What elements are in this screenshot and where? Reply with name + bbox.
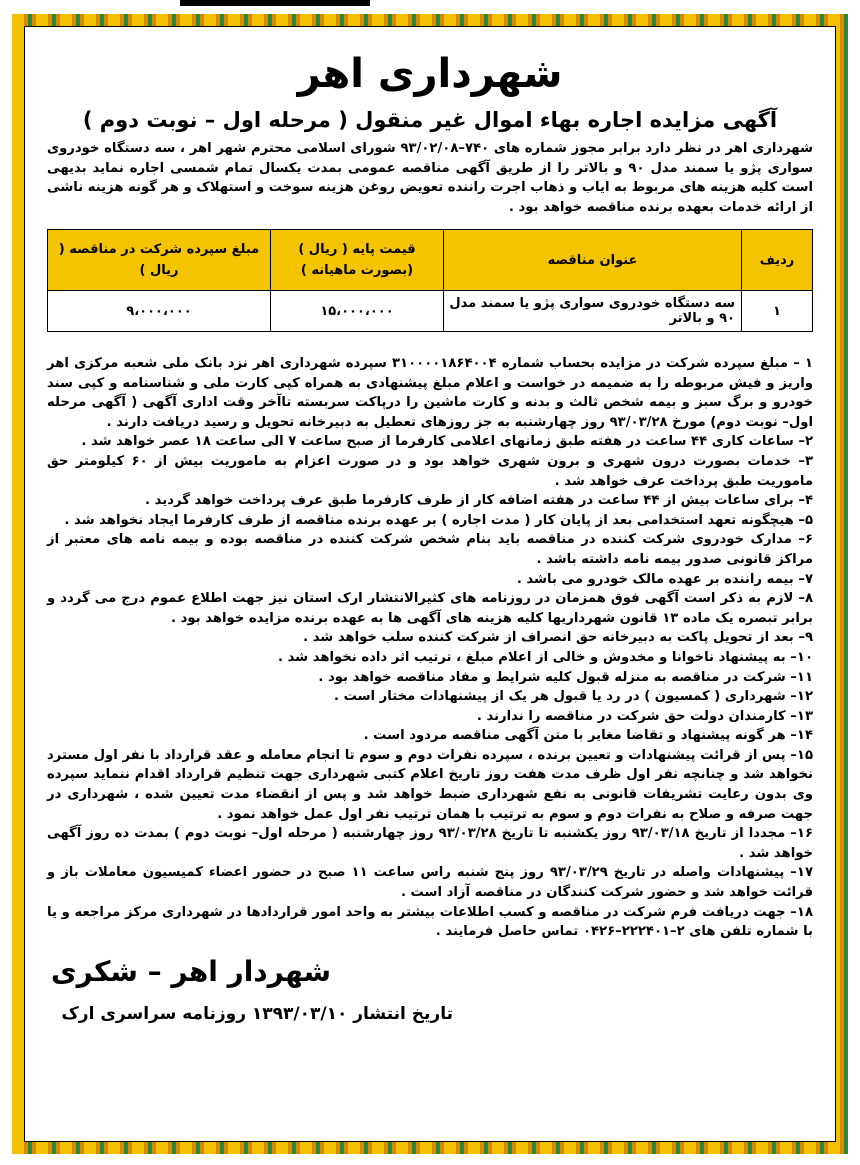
header-base-price: قیمت پایه ( ریال ) (بصورت ماهیانه ): [271, 230, 444, 291]
top-edge-mark: [180, 0, 370, 6]
publication-date: تاریخ انتشار ۱۳۹۳/۰۳/۱۰ روزنامه سراسری ارک: [61, 1003, 453, 1024]
condition-item: ۴– برای ساعات بیش از ۴۴ ساعت در هفته اضافه کار از طرف کارفرما طبق عرف پرداخت خواهد گردید .: [145, 493, 813, 509]
condition-item: ۱۸– جهت دریافت فرم شرکت در مناقصه و کسب اطلاعات بیشتر به واحد امور قراردادها در شهرداری مرکز مراجعه و یا با شماره تلفن های ۲–۲۲۲۴۰۱–۰۴۲۶ تماس حاصل فرمایند .: [47, 904, 813, 940]
condition-item: ۳– خدمات بصورت درون شهری و برون شهری خواهد بود و در صورت اعزام به ماموریت بیش از ۶۰ کیلومتر حق ماموریت طبق پرداخت عرف خواهد شد .: [47, 453, 813, 489]
header-row-number: ردیف: [742, 230, 813, 291]
condition-item: ۹– بعد از تحویل پاکت به دبیرخانه حق انصراف از شرکت کننده سلب خواهد شد .: [303, 630, 813, 646]
condition-item: ۶– مدارک خودروی شرکت کننده در مناقصه باید بنام شخص شرکت کننده در مناقصه بوده و بیمه نامه های معتبر از مراکز قانونی صدور بیمه نامه داشته باشد .: [47, 532, 813, 567]
condition-item: ۱۰– به پیشنهاد ناخوانا و مخدوش و خالی از اعلام مبلغ ، ترتیب اثر داده نخواهد شد .: [277, 649, 813, 665]
header-deposit: مبلغ سپرده شرکت در مناقصه ( ریال ): [48, 230, 271, 291]
decorative-border: [12, 14, 848, 1154]
cell-row-number: ۱: [742, 291, 813, 332]
table-header-row: [48, 230, 813, 291]
condition-item: ۱۲– شهرداری ( کمسیون ) در رد یا قبول هر یک از پیشنهادات مختار است .: [334, 689, 813, 705]
condition-item: ۲– ساعات کاری ۴۴ ساعت در هفته طبق زمانهای اعلامی کارفرما از صبح ساعت ۷ الی ساعت ۱۸ عصر خواهد شد .: [81, 434, 813, 450]
condition-item: ۱۶– مجددا از تاریخ ۹۳/۰۳/۱۸ روز یکشنبه تا تاریخ ۹۳/۰۳/۲۸ روز چهارشنبه ( مرحله اول– نوبت دوم ) بمدت ده روز آگهی خواهد شد .: [47, 826, 813, 861]
condition-item: ۱۱– شرکت در مناقصه به منزله قبول کلیه شرایط و مفاد مناقصه خواهد بود .: [318, 669, 813, 685]
conditions-list: [47, 354, 813, 942]
condition-item: ۱۷– پیشنهادات واصله در تاریخ ۹۳/۰۳/۲۹ روز پنج شنبه راس ساعت ۱۱ صبح در حضور اعضاء کمیسیون معاملات باز و قرائت خواهد شد و حضور شرکت کنندگان در مناقصه آزاد است .: [47, 865, 814, 901]
notice-body: [24, 26, 836, 1142]
notice-subtitle: آگهی مزایده اجاره بهاء اموال غیر منقول ( مرحله اول – نوبت دوم ): [82, 108, 778, 132]
condition-item: ۸– لازم به ذکر است آگهی فوق همزمان در روزنامه های کثیرالانتشار ارک استان نیز جهت اطلاع عموم درج می گردد و برابر تبصره یک ماده ۱۳ قانون شهرداریها کلیه هزینه های آگهی ها به عهده برنده مزایده خواهد بود .: [47, 591, 813, 626]
cell-base-price: ۱۵،۰۰۰،۰۰۰: [271, 291, 444, 332]
tender-table: [47, 229, 813, 332]
condition-item: ۷– بیمه راننده بر عهده مالک خودرو می باشد .: [516, 571, 813, 587]
intro-paragraph: شهرداری اهر در نظر دارد برابر مجوز شماره های ۷۴۰–۹۳/۰۲/۰۸ شورای اسلامی محترم شهر اهر ، سه دستگاه خودروی سواری پژو یا سمند مدل ۹۰ و بالاتر را از طریق آگهی مناقصه عمومی بمدت یکسال تمام شمسی اجاره نماید بدیهی است کلیه هزینه های مربوط به ایاب و ذهاب اجرت راننده تعویض روغن هزینه سوخت و استهلاک و هر گونه هزینه ناشی از ارائه خدمات بعهده برنده مناقصه خواهد بود .: [47, 141, 813, 215]
condition-item: ۱ – مبلغ سپرده شرکت در مزایده بحساب شماره ۳۱۰۰۰۰۱۸۶۴۰۰۴ سپرده شهرداری اهر نزد بانک ملی شعبه مرکزی اهر واریز و فیش مربوطه را به ضمیمه در خواست و اعلام مبلغ پیشنهادی به همراه کپی کارت ملی و شناسنامه و کپی سند خودرو و برگ سبز و بیمه شخص ثالث و بدنه و کارت ماشین را درپاکت سربسته تاآخر وقت اداری آگهی ( آگهی مرحله اول– نوبت دوم) مورخ ۹۳/۰۳/۲۸ روز چهارشنبه به جز روزهای تعطیل به دبیرخانه تحویل و رسید دریافت دارند .: [47, 356, 813, 430]
cell-deposit: ۹،۰۰۰،۰۰۰: [48, 291, 271, 332]
condition-item: ۵– هیچگونه تعهد استخدامی بعد از پایان کار ( مدت اجاره ) بر عهده برنده مناقصه از طرف کارفرما ایجاد نخواهد شد .: [64, 512, 813, 528]
condition-item: ۱۳– کارمندان دولت حق شرکت در مناقصه را ندارند .: [476, 708, 813, 724]
header-tender-title: عنوان مناقصه: [444, 230, 742, 291]
condition-item: ۱۴– هر گونه پیشنهاد و تقاضا مغایر با متن آگهی مناقصه مردود است .: [363, 728, 813, 744]
mayor-signature: شهردار اهر – شکری: [51, 954, 332, 988]
condition-item: ۱۵– پس از قرائت پیشنهادات و تعیین برنده ، سپرده نفرات دوم و سوم تا انجام معامله و عقد قرارداد با نفر اول مسترد نخواهد شد و چنانچه نفر اول ظرف مدت هفت روز تاریخ اعلام کتبی شهرداری جهت تنظیم قرارداد اقدام ننماید سپرده وی بدون رعایت تشریفات قانونی به نفع شهرداری ضبط خواهد شد و پس از انقضاء مدت تعیین شده ، شهرداری در جهت صرفه و صلاح به نفرات دوم و سوم به ترتیب با همان ترتیب نفر اول عمل خواهد نمود .: [47, 747, 813, 822]
table-row: [48, 291, 813, 332]
cell-tender-title: سه دستگاه خودروی سواری پژو یا سمند مدل ۹۰ و بالاتر: [444, 291, 742, 332]
page-title: شهرداری اهر: [297, 51, 563, 97]
